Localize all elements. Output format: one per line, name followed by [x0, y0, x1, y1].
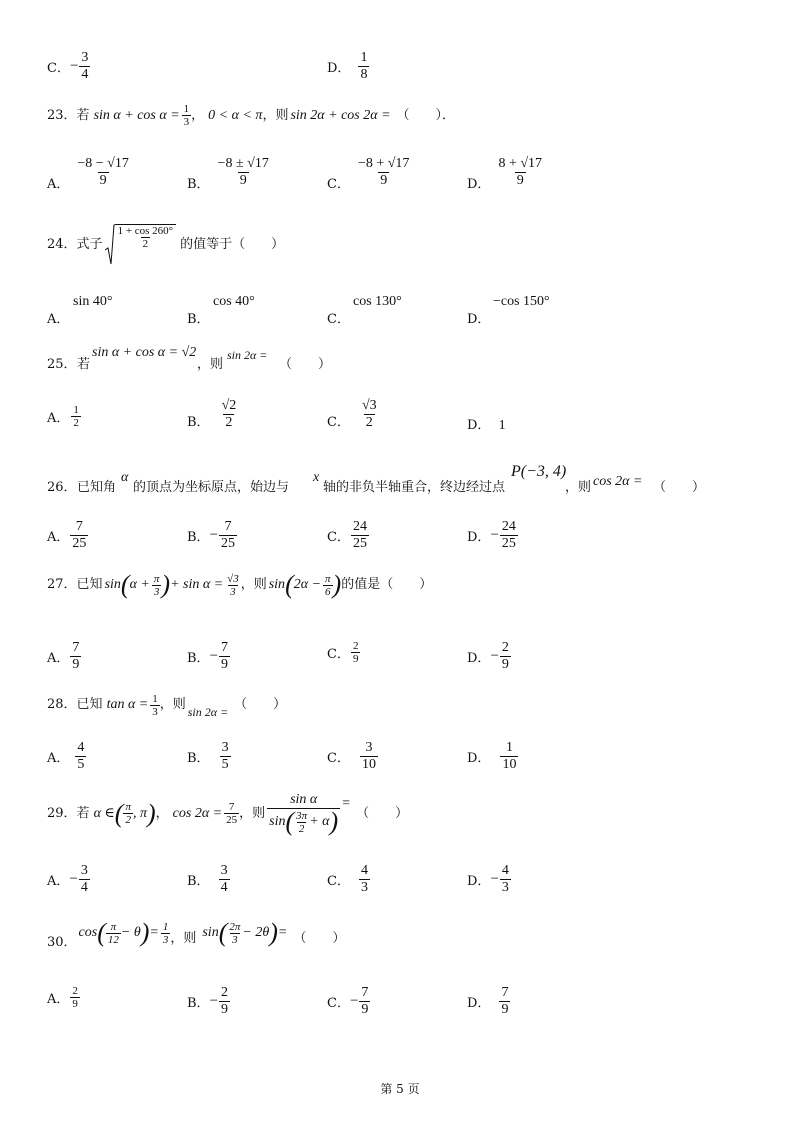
q28-option-b	[187, 740, 231, 773]
option-label: C．	[47, 61, 70, 76]
option-label: B．	[187, 530, 210, 545]
answer-blank: （ ）	[653, 480, 706, 495]
option-fraction: $\frac{1}{10}$	[502, 740, 517, 772]
page-number: 第 5 页	[380, 1082, 420, 1096]
option-label: A．	[47, 312, 70, 327]
question-number: 25．	[47, 357, 77, 372]
q30-stem	[47, 915, 345, 951]
option-label: D．	[467, 530, 491, 545]
option-fraction: $\frac{7}{9}$	[501, 985, 509, 1017]
question-text: ，则	[159, 697, 186, 712]
math-expr: sin ( $\frac{2\pi}{3}$ − 2θ ) =	[202, 918, 288, 947]
option-label: C．	[327, 415, 350, 430]
q25-option-b	[187, 398, 238, 431]
option-label: C．	[327, 647, 350, 662]
q27-option-c	[327, 640, 360, 665]
math-radical: $\frac{1 + \cos 260^\circ}{2}$	[105, 224, 177, 266]
option-fraction: $\frac{4}{5}$	[77, 740, 85, 772]
option-fraction: $\frac{3}{5}$	[221, 740, 229, 772]
option-expr: cos 40°	[213, 294, 255, 309]
question-text: 已知角	[77, 480, 117, 495]
option-fraction: $\frac{7}{25}$	[72, 519, 87, 551]
option-label: C．	[327, 874, 350, 889]
question-text: ，则	[170, 931, 197, 946]
math-expr: cos ( $\frac{\pi}{12}$ − θ ) = $\frac{1}{3}$	[78, 918, 169, 947]
q26-option-a	[47, 519, 88, 552]
math-var: x	[313, 470, 320, 485]
q26-stem	[47, 463, 747, 498]
q29-option-a	[47, 863, 90, 896]
option-label: B．	[187, 415, 210, 430]
question-number: 29．	[47, 805, 77, 821]
math-fraction: $\frac{7}{25}$	[226, 801, 238, 826]
option-label: A．	[47, 530, 70, 545]
q22-option-d	[327, 50, 369, 83]
option-label: C．	[327, 751, 350, 766]
option-label: D．	[467, 177, 491, 192]
q28-option-d	[467, 740, 518, 773]
math-expr: =	[342, 795, 351, 811]
option-fraction: $\frac{√2}{2}$	[221, 398, 237, 430]
q23-option-d	[467, 153, 544, 192]
option-label: B．	[187, 874, 210, 889]
q23-option-b	[187, 153, 271, 192]
question-text: ，则	[240, 577, 267, 592]
option-sign: −	[490, 648, 499, 664]
answer-blank: （ ）．	[396, 107, 456, 123]
question-text: 的值等于（ ）	[180, 237, 285, 252]
math-expr: 0 < α < π	[208, 107, 263, 123]
option-expr: −cos 150°	[493, 294, 550, 309]
option-fraction: $\frac{3}{4}$	[81, 50, 89, 82]
answer-blank: （ ）	[356, 805, 409, 821]
option-label: D．	[467, 312, 491, 327]
q30-option-d	[467, 985, 510, 1018]
math-expr: sin ( 2α − $\frac{\pi}{6}$ )	[268, 570, 342, 599]
answer-blank: （ ）	[234, 697, 287, 712]
question-text: 已知	[76, 697, 103, 712]
math-expr: sin ( α + $\frac{\pi}{3}$ ) + sin α = $\frac{√3}{3}$	[104, 570, 239, 599]
answer-blank: （ ）	[293, 931, 346, 946]
q24-stem	[47, 224, 284, 266]
math-point: P(−3, 4)	[511, 463, 567, 480]
option-label: C．	[327, 177, 350, 192]
question-number: 27．	[47, 577, 77, 592]
option-expr: sin 40°	[73, 294, 113, 309]
option-sign: −	[69, 871, 78, 887]
question-number: 23．	[47, 107, 77, 123]
option-fraction: $\frac{4}{3}$	[501, 863, 509, 895]
question-text: ，则	[239, 805, 266, 821]
option-label: A．	[47, 992, 70, 1007]
option-label: B．	[187, 651, 210, 666]
option-fraction: $\frac{-8 - √17}{9}$	[77, 156, 129, 188]
option-label: D．	[327, 61, 351, 76]
q22-option-c	[47, 50, 90, 83]
math-expr: cos 2α =	[593, 474, 643, 489]
option-fraction: $\frac{8 + √17}{9}$	[498, 156, 543, 188]
option-value: 1	[498, 418, 506, 433]
question-number: 28．	[47, 697, 77, 712]
q25-option-a	[47, 404, 81, 429]
option-fraction: $\frac{4}{3}$	[360, 863, 368, 895]
q28-option-a	[47, 740, 86, 773]
option-expr: cos 130°	[353, 294, 402, 309]
option-fraction: $\frac{7}{25}$	[221, 519, 236, 551]
option-label: D．	[467, 651, 491, 666]
q28-stem	[47, 690, 286, 720]
question-text: ，则	[565, 480, 592, 495]
radical-sign-icon	[105, 224, 115, 266]
option-label: B．	[187, 177, 210, 192]
option-fraction: $\frac{3}{4}$	[80, 863, 88, 895]
q28-option-c	[327, 740, 378, 773]
option-fraction: $\frac{2}{9}$	[221, 985, 229, 1017]
option-sign: −	[209, 527, 219, 543]
option-fraction: $\frac{2}{9}$	[501, 640, 509, 672]
math-var: α	[121, 470, 129, 485]
q26-option-d	[467, 519, 518, 552]
option-label: D．	[467, 418, 491, 433]
option-sign: −	[69, 58, 79, 74]
q27-option-d	[467, 640, 511, 673]
q27-option-b	[187, 640, 230, 673]
option-label: D．	[467, 996, 491, 1011]
q29-option-b	[187, 863, 230, 896]
math-fraction: $\frac{1}{3}$	[183, 103, 190, 128]
option-label: B．	[187, 312, 210, 327]
math-expr: tan α =	[106, 697, 149, 712]
option-label: C．	[327, 996, 350, 1011]
option-label: A．	[47, 177, 70, 192]
q27-option-a	[47, 640, 81, 673]
option-fraction: $\frac{-8 + √17}{9}$	[357, 156, 410, 188]
q23-option-a	[47, 153, 131, 192]
q26-option-c	[327, 519, 369, 552]
option-sign: −	[209, 993, 219, 1009]
option-fraction: $\frac{3}{10}$	[361, 740, 376, 772]
option-label: D．	[467, 874, 491, 889]
math-fraction: sin α sin ( $\frac{3\pi}{2}$ + α )	[269, 792, 339, 836]
question-text: 的顶点为坐标原点，始边与	[133, 480, 290, 495]
punct: ，	[155, 805, 169, 821]
option-fraction: $\frac{1}{2}$	[73, 404, 79, 429]
q29-option-d	[467, 863, 511, 896]
option-label: A．	[47, 751, 70, 766]
option-label: C．	[327, 312, 350, 327]
math-expr: sin 2α + cos 2α =	[290, 107, 391, 123]
q29-stem	[47, 792, 408, 835]
q27-stem	[47, 572, 432, 598]
option-sign: −	[349, 993, 359, 1009]
q30-option-b	[187, 985, 230, 1018]
option-fraction: $\frac{-8 \pm √17}{9}$	[217, 156, 269, 188]
math-fraction: $\frac{1}{3}$	[152, 692, 158, 718]
option-label: C．	[327, 530, 350, 545]
question-text: 若	[77, 357, 91, 372]
question-text: ，则	[262, 107, 289, 123]
option-fraction: $\frac{2}{9}$	[72, 985, 78, 1010]
question-text: ，则	[197, 357, 224, 372]
question-text: 式子	[76, 237, 103, 252]
option-fraction: $\frac{7}{9}$	[72, 640, 80, 672]
q25-option-d	[467, 418, 506, 434]
option-fraction: $\frac{√3}{2}$	[361, 398, 377, 430]
question-number: 30．	[47, 935, 77, 950]
q30-option-c	[327, 985, 370, 1018]
question-text: 已知	[76, 577, 103, 592]
option-fraction: $\frac{24}{25}$	[352, 519, 367, 551]
q23-stem	[47, 103, 455, 128]
option-label: D．	[467, 751, 491, 766]
option-label: B．	[187, 996, 210, 1011]
option-label: A．	[47, 874, 70, 889]
q25-option-c	[327, 398, 379, 431]
option-label: A．	[47, 651, 70, 666]
q29-option-c	[327, 863, 370, 896]
question-number: 26．	[47, 480, 77, 495]
option-fraction: $\frac{24}{25}$	[501, 519, 516, 551]
option-label: B．	[187, 751, 210, 766]
option-sign: −	[490, 527, 499, 543]
answer-blank: （ ）	[279, 357, 332, 372]
option-sign: −	[209, 648, 219, 664]
q25-stem	[47, 345, 407, 375]
option-label: A．	[47, 411, 70, 426]
option-fraction: $\frac{2}{9}$	[352, 640, 359, 665]
question-text: 若	[76, 805, 90, 821]
question-text: 轴的非负半轴重合，终边经过点	[323, 480, 506, 495]
question-number: 24．	[47, 237, 77, 252]
math-expr: sin α + cos α =	[93, 107, 180, 123]
question-text: 的值是（ ）	[341, 577, 433, 592]
q30-option-a	[47, 985, 80, 1010]
math-expr: α ∈ ( $\frac{\pi}{2}$ , π )	[93, 798, 156, 828]
option-fraction: $\frac{1}{8}$	[360, 50, 368, 82]
punct: ，	[191, 107, 205, 123]
option-fraction: $\frac{7}{9}$	[361, 985, 369, 1017]
math-expr: sin 2α =	[227, 348, 268, 362]
math-expr: sin α + cos α = √2	[92, 345, 197, 360]
q23-option-c	[327, 153, 411, 192]
option-fraction: $\frac{3}{4}$	[220, 863, 228, 895]
option-sign: −	[490, 871, 499, 887]
option-fraction: $\frac{7}{9}$	[221, 640, 229, 672]
math-expr: cos 2α =	[172, 805, 223, 821]
question-text: 若	[76, 107, 90, 123]
math-expr: sin 2α =	[187, 705, 229, 719]
q26-option-b	[187, 519, 237, 552]
